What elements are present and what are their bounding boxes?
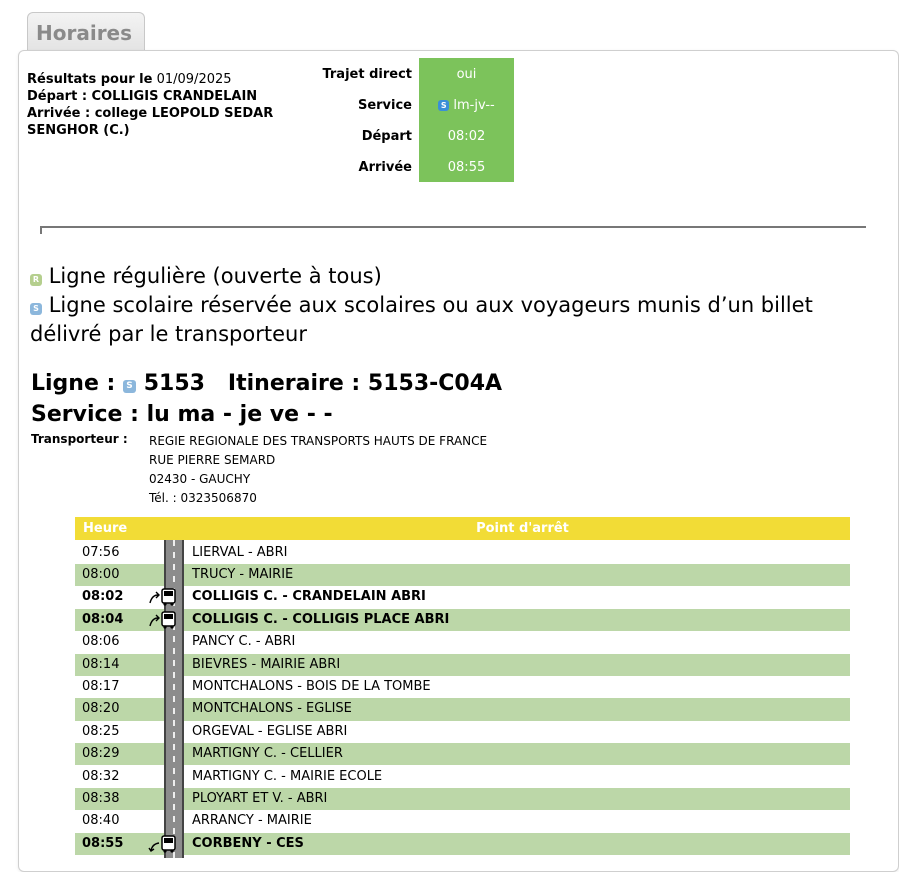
row-time: 08:40 <box>82 813 120 829</box>
table-row <box>75 609 850 631</box>
line-number: 5153 <box>143 371 205 396</box>
row-time: 08:14 <box>82 656 120 672</box>
alight-bus-icon <box>148 835 178 853</box>
row-stop: BIEVRES - MAIRIE ABRI <box>192 656 341 672</box>
row-stop: TRUCY - MAIRIE <box>192 566 294 582</box>
tab-horaires[interactable] <box>27 12 145 52</box>
line-heading <box>31 371 502 396</box>
separator-tick <box>40 226 42 234</box>
board-bus-icon <box>148 588 178 606</box>
regular-line-icon: R <box>30 274 42 286</box>
row-time: 08:17 <box>82 678 120 694</box>
service-value-cell <box>419 98 514 113</box>
ligne-label: Ligne : <box>31 371 116 396</box>
separator <box>40 226 866 228</box>
results-date: 01/09/2025 <box>156 72 232 87</box>
row-stop: CORBENY - CES <box>192 835 304 851</box>
row-stop: MONTCHALONS - EGLISE <box>192 701 352 717</box>
row-stop: MONTCHALONS - BOIS DE LA TOMBE <box>192 678 431 694</box>
col-point-arret: Point d'arrêt <box>476 521 569 536</box>
transporter-phone: Tél. : 0323506870 <box>149 491 257 505</box>
transporter-street: RUE PIERRE SEMARD <box>149 453 276 467</box>
row-time: 08:55 <box>82 835 124 851</box>
row-time: 08:04 <box>82 611 124 627</box>
legend <box>30 262 870 349</box>
results-label: Résultats pour le <box>27 72 153 87</box>
school-line-icon: S <box>123 380 136 393</box>
timetable-header <box>75 517 850 540</box>
service-heading-label: Service : <box>31 402 139 427</box>
service-value: lm-jv-- <box>453 98 495 113</box>
table-row <box>75 833 850 855</box>
table-row <box>75 788 850 810</box>
legend-school <box>30 291 870 349</box>
row-stop: MARTIGNY C. - MAIRIE ECOLE <box>192 768 383 784</box>
legend-regular-text: Ligne régulière (ouverte à tous) <box>48 264 382 288</box>
table-row <box>75 810 850 832</box>
itineraire-label: Itineraire : <box>227 371 361 396</box>
row-stop: MARTIGNY C. - CELLIER <box>192 746 343 762</box>
legend-school-text: Ligne scolaire réservée aux scolaires ou aux voyageurs munis d’un billet délivré par le transporteur <box>30 293 813 346</box>
school-line-icon: S <box>30 303 42 315</box>
table-row <box>75 766 850 788</box>
service-label: Service <box>357 98 412 113</box>
row-stop: PLOYART ET V. - ABRI <box>192 790 328 806</box>
arrivee-label: Arrivée <box>358 160 412 175</box>
row-stop: PANCY C. - ABRI <box>192 634 296 650</box>
depart-label: Départ <box>361 129 412 144</box>
depart-line: Départ : COLLIGIS CRANDELAIN <box>27 89 258 104</box>
trajet-direct-value: oui <box>456 67 477 82</box>
table-row <box>75 721 850 743</box>
row-time: 08:25 <box>82 723 120 739</box>
row-stop: COLLIGIS C. - CRANDELAIN ABRI <box>192 589 426 605</box>
row-stop: LIERVAL - ABRI <box>192 544 288 560</box>
service-heading <box>31 402 333 427</box>
table-row <box>75 564 850 586</box>
itineraire-value: 5153-C04A <box>367 371 503 396</box>
arrivee-value: 08:55 <box>447 160 486 175</box>
table-row <box>75 586 850 608</box>
row-time: 08:00 <box>82 566 120 582</box>
transporter-city: 02430 - GAUCHY <box>149 472 251 486</box>
row-time: 08:02 <box>82 589 124 605</box>
tab-horaires-label: Horaires <box>36 21 133 45</box>
row-time: 08:20 <box>82 701 120 717</box>
service-heading-value: lu ma - je ve - - <box>146 402 333 427</box>
row-stop: COLLIGIS C. - COLLIGIS PLACE ABRI <box>192 611 450 627</box>
row-stop: ARRANCY - MAIRIE <box>192 813 312 829</box>
legend-regular <box>30 262 870 291</box>
table-row <box>75 676 850 698</box>
table-row <box>75 631 850 653</box>
search-summary <box>27 71 317 139</box>
table-row <box>75 743 850 765</box>
row-time: 08:06 <box>82 634 120 650</box>
arrivee-line-cont: SENGHOR (C.) <box>27 123 130 138</box>
table-row <box>75 542 850 564</box>
row-time: 08:38 <box>82 790 120 806</box>
transporter-name: REGIE REGIONALE DES TRANSPORTS HAUTS DE FRANCE <box>149 434 488 448</box>
col-heure: Heure <box>83 521 128 536</box>
row-stop: ORGEVAL - EGLISE ABRI <box>192 723 348 739</box>
row-time: 07:56 <box>82 544 120 560</box>
arrivee-line: Arrivée : college LEOPOLD SEDAR <box>27 106 274 121</box>
row-time: 08:32 <box>82 768 120 784</box>
table-row <box>75 698 850 720</box>
transporter-label: Transporteur : <box>31 432 128 446</box>
transporter-info <box>149 432 487 508</box>
trajet-direct-label: Trajet direct <box>322 67 412 82</box>
table-row <box>75 654 850 676</box>
row-time: 08:29 <box>82 746 120 762</box>
depart-value: 08:02 <box>447 129 486 144</box>
board-bus-icon <box>148 611 178 629</box>
school-line-icon: S <box>438 100 449 111</box>
